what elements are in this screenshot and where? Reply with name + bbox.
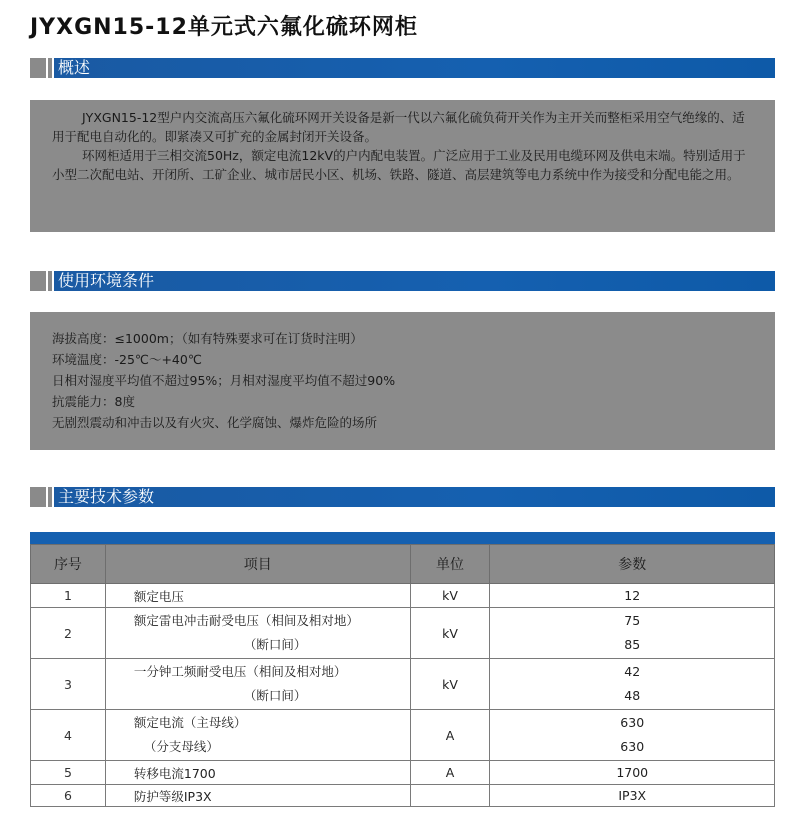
cell-item: 防护等级IP3X [105,785,410,807]
section-heading-overview: 概述 [58,58,91,77]
cell-item: 转移电流1700 [105,761,410,785]
cell-item: 额定电压 [105,584,410,608]
cell-value [490,710,775,761]
cell-unit [410,785,490,807]
cell-value-line: 630 [620,715,645,730]
cell-value-line: 75 [624,613,641,628]
section-bar [54,271,775,291]
cell-unit: kV [410,608,490,659]
env-line: 日相对湿度平均值不超过95%；月相对湿度平均值不超过90% [52,373,396,388]
cell-value: 12 [490,584,775,608]
table-row [31,761,775,785]
env-line: 环境温度：-25℃～+40℃ [52,352,202,367]
env-line: 海拔高度：≤1000m；（如有特殊要求可在订货时注明） [52,331,363,346]
section-marker [30,271,46,291]
cell-value-subline: 85 [624,637,641,652]
cell-item [105,608,410,659]
cell-value: 1700 [490,761,775,785]
environment-panel [30,312,775,450]
cell-no: 6 [31,785,106,807]
cell-no: 4 [31,710,106,761]
cell-item-subline: （断口间） [243,688,307,703]
table-row [31,710,775,761]
cell-item [105,710,410,761]
section-marker [48,487,52,507]
section-header-environment [30,271,775,291]
cell-no: 2 [31,608,106,659]
col-header-unit: 单位 [410,545,490,584]
cell-unit: A [410,761,490,785]
cell-no: 1 [31,584,106,608]
overview-paragraph: 环网柜适用于三相交流50Hz，额定电流12kV的户内配电装置。广泛应用于工业及民用电缆环网及供电末端。特别适用于小型二次配电站、开闭所、工矿企业、城市居民小区、机场、铁路、隧道、高层建筑等电力系统中作为接受和分配电能之用。 [52,148,746,182]
table-row [31,785,775,807]
cell-item [105,659,410,710]
cell-value-subline: 630 [620,739,645,754]
table-row [31,608,775,659]
table-header-row [31,545,775,584]
cell-no: 5 [31,761,106,785]
overview-panel [30,100,775,232]
overview-paragraph: JYXGN15-12型户内交流高压六氟化硫环网开关设备是新一代以六氟化硫负荷开关作为主开关而整柜采用空气绝缘的、适用于配电自动化的。即紧凑又可扩充的金属封闭开关设备。 [52,110,745,144]
section-header-overview [30,58,775,78]
cell-item-subline: （分支母线） [143,739,219,754]
cell-item-line: 额定电流（主母线） [133,715,247,730]
section-bar [54,487,775,507]
section-marker [48,271,52,291]
cell-value [490,608,775,659]
cell-value: IP3X [490,785,775,807]
cell-no: 3 [31,659,106,710]
cell-item-line: 一分钟工频耐受电压（相间及相对地） [133,664,347,679]
section-marker [48,58,52,78]
section-marker [30,487,46,507]
col-header-value: 参数 [490,545,775,584]
section-heading-environment: 使用环境条件 [58,271,155,290]
cell-unit: A [410,710,490,761]
cell-value-line: 42 [624,664,641,679]
section-marker [30,58,46,78]
cell-unit: kV [410,584,490,608]
table-row [31,659,775,710]
page-title: JYXGN15-12单元式六氟化硫环网柜 [30,15,418,40]
cell-value [490,659,775,710]
cell-value-subline: 48 [624,688,641,703]
cell-unit: kV [410,659,490,710]
section-header-params [30,487,775,507]
col-header-no: 序号 [31,545,106,584]
env-line: 抗震能力：8度 [52,394,135,409]
table-top-bar [30,532,775,544]
section-heading-params: 主要技术参数 [58,487,155,506]
params-table [30,544,775,807]
table-row [31,584,775,608]
cell-item-line: 额定雷电冲击耐受电压（相间及相对地） [133,613,359,628]
section-bar [54,58,775,78]
env-line: 无剧烈震动和冲击以及有火灾、化学腐蚀、爆炸危险的场所 [52,415,378,430]
col-header-item: 项目 [105,545,410,584]
cell-item-subline: （断口间） [243,637,307,652]
